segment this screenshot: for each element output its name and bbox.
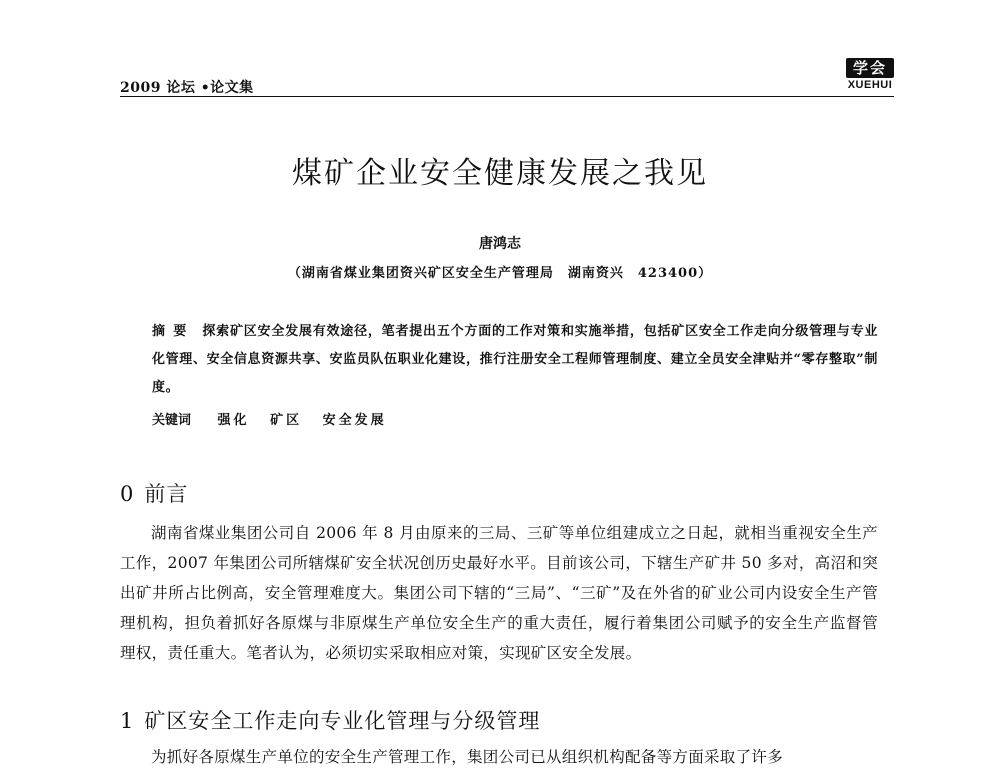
keywords — [152, 411, 403, 431]
keyword: 安全发展 — [322, 413, 387, 428]
keyword: 强化 — [217, 413, 250, 428]
section-heading-1 — [120, 705, 540, 735]
article-title: 煤矿企业安全健康发展之我见 — [292, 156, 708, 191]
abstract-label: 摘要 — [152, 324, 195, 339]
keyword: 矿区 — [270, 413, 303, 428]
author-affiliation: （湖南省煤业集团资兴矿区安全生产管理局 湖南资兴 423400） — [287, 266, 713, 281]
keywords-label: 关键词 — [152, 413, 192, 428]
abstract-text: 探索矿区安全发展有效途径，笔者提出五个方面的工作对策和实施举措，包括矿区安全工作走向分级管理与专业化管理、安全信息资源共享、安监员队伍职业化建设，推行注册安全工程师管理制度、建立全员安全津贴并“零存整取”制度。 — [152, 324, 878, 395]
section-heading-0 — [120, 478, 188, 508]
section-title: 前言 — [144, 482, 189, 506]
logo-word: XUEHUI — [847, 79, 893, 91]
logo-mark: 学会 — [846, 58, 894, 78]
section-title: 矿区安全工作走向专业化管理与分级管理 — [144, 709, 541, 733]
header-rule — [120, 96, 894, 97]
section-number: 0 — [120, 482, 135, 506]
section-1-paragraph: 为抓好各原煤生产单位的安全生产管理工作，集团公司已从组织机构配备等方面采取了许多 — [151, 748, 784, 766]
author-name: 唐鸿志 — [479, 236, 521, 252]
section-number: 1 — [120, 709, 135, 733]
running-head: 2009 论坛 •论文集 — [120, 80, 254, 96]
abstract — [152, 318, 878, 402]
section-0-paragraph: 湖南省煤业集团公司自 2006 年 8 月由原来的三局、三矿等单位组建成立之日起，就相当重视安全生产工作，2007 年集团公司所辖煤矿安全状况创历史最好水平。目前该公司，下辖生产矿井 50 多对，高沼和突出矿井所占比例高，安全管理难度大。集团公司下辖的“三局”、“三矿”及在外省的矿业公司内设安全生产管理机构，担负着抓好各原煤与非原煤生产单位安全生产的重大责任，履行着集团公司赋予的安全生产监督管理权，责任重大。笔者认为，必须切实采取相应对策，实现矿区安全发展。 — [120, 524, 878, 662]
xuehui-logo — [846, 58, 894, 91]
